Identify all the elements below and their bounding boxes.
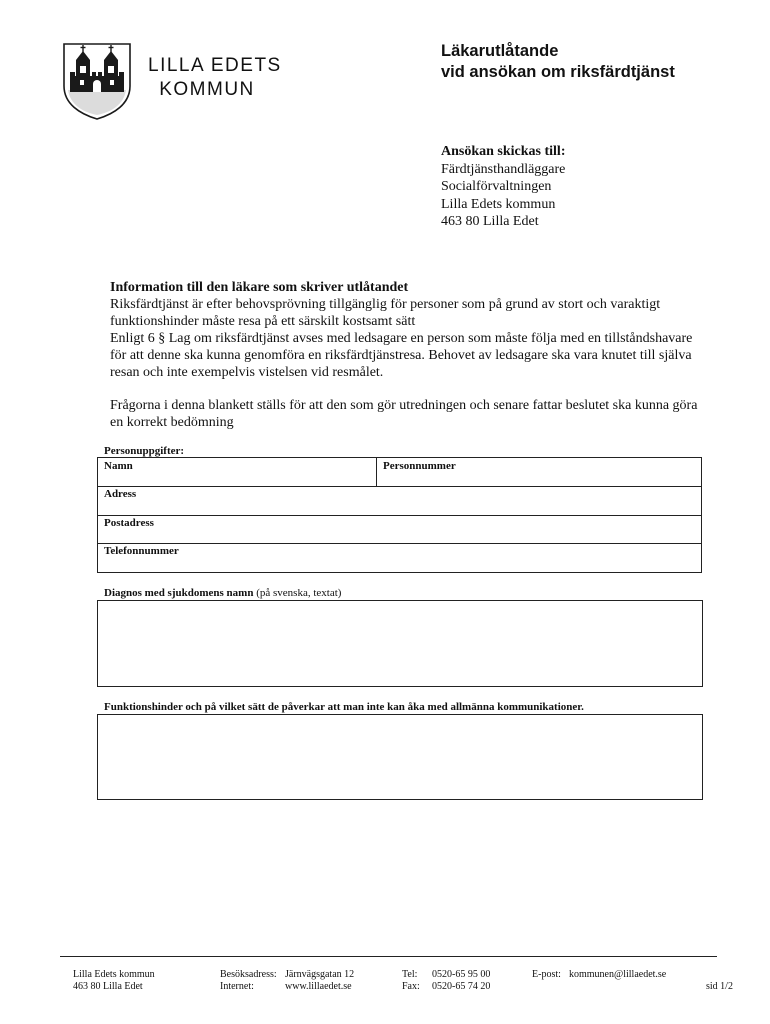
footer-tel-fax-labels (402, 969, 420, 993)
municipality-name (148, 54, 282, 102)
name-row (98, 458, 701, 487)
footer-organization (73, 969, 155, 993)
postal-address-row[interactable] (98, 516, 701, 544)
footer-fax-value: 0520-65 74 20 (432, 981, 491, 992)
footer-visit-address: Järnvägsgatan 12 (285, 969, 355, 980)
personal-number-label: Personnummer (383, 460, 456, 472)
information-paragraph: Enligt 6 § Lag om riksfärdtjänst avses med ledsagare en person som måste följa med en tillståndshavare för att denne ska kunna genomföra en riksfärdtjänstresa. Behovet av ledsagare ska vara knutet till själva resan och inte exempelvis vistelsen vid resmålet. (110, 331, 693, 380)
coat-of-arms-logo (62, 42, 132, 120)
document-title-line2: vid ansökan om riksfärdtjänst (441, 63, 675, 81)
send-to-address (441, 143, 565, 231)
document-title-line1: Läkarutlåtande (441, 42, 559, 60)
footer-visit-web-values (285, 969, 354, 993)
information-heading: Information till den läkare som skriver utlåtandet (110, 280, 409, 295)
send-to-line: 463 80 Lilla Edet (441, 214, 539, 229)
information-paragraph: Frågorna i denna blankett ställs för att den som gör utredningen och senare fattar beslutet ska kunna göra en korrekt bedömning (110, 398, 698, 430)
footer-email-link[interactable]: kommunen@lillaedet.se (569, 969, 667, 980)
disability-label: Funktionshinder och på vilket sätt de påverkar att man inte kan åka med allmänna kommunikationer. (104, 701, 584, 713)
diagnosis-label (104, 587, 341, 599)
municipality-name-line1: LILLA EDETS (148, 55, 282, 76)
diagnosis-field[interactable] (97, 600, 703, 687)
footer-tel-value: 0520-65 95 00 (432, 969, 491, 980)
send-to-heading: Ansökan skickas till: (441, 144, 566, 159)
phone-label: Telefonnummer (104, 545, 179, 557)
document-title (441, 41, 675, 83)
footer-tel-label: Tel: (402, 969, 418, 980)
address-row[interactable] (98, 487, 701, 516)
send-to-line: Socialförvaltningen (441, 179, 552, 194)
footer-tel-fax-values (432, 969, 490, 993)
name-label: Namn (104, 460, 133, 472)
municipality-name-line2: KOMMUN (159, 79, 255, 100)
disability-field[interactable] (97, 714, 703, 800)
send-to-line: Färdtjänsthandläggare (441, 161, 566, 177)
information-section (110, 279, 710, 431)
information-paragraph: Riksfärdtjänst är efter behovsprövning tillgänglig för personer som på grund av stort och varaktigt funktionshinder måste resa på ett särskilt kostsamt sätt (110, 297, 661, 329)
footer-fax-label: Fax: (402, 981, 420, 992)
footer-org-post: 463 80 Lilla Edet (73, 981, 143, 992)
footer-visit-web-labels (220, 969, 277, 993)
page-number: sid 1/2 (706, 981, 733, 992)
footer-org-name: Lilla Edets kommun (73, 969, 155, 980)
footer-divider (60, 956, 717, 957)
footer-visit-label: Besöksadress: (220, 969, 277, 980)
footer-web-label: Internet: (220, 981, 254, 992)
address-label: Adress (104, 488, 137, 500)
postal-address-label: Postadress (104, 517, 154, 529)
send-to-line: Lilla Edets kommun (441, 196, 556, 212)
footer-email-label: E-post: (532, 969, 561, 980)
footer-website-link[interactable]: www.lillaedet.se (285, 981, 352, 992)
diagnosis-label-note: (på svenska, textat) (253, 587, 342, 599)
personal-info-heading: Personuppgifter: (104, 445, 185, 457)
phone-row[interactable] (98, 544, 701, 572)
diagnosis-label-bold: Diagnos med sjukdomens namn (104, 587, 254, 599)
personal-info-table (97, 457, 702, 573)
